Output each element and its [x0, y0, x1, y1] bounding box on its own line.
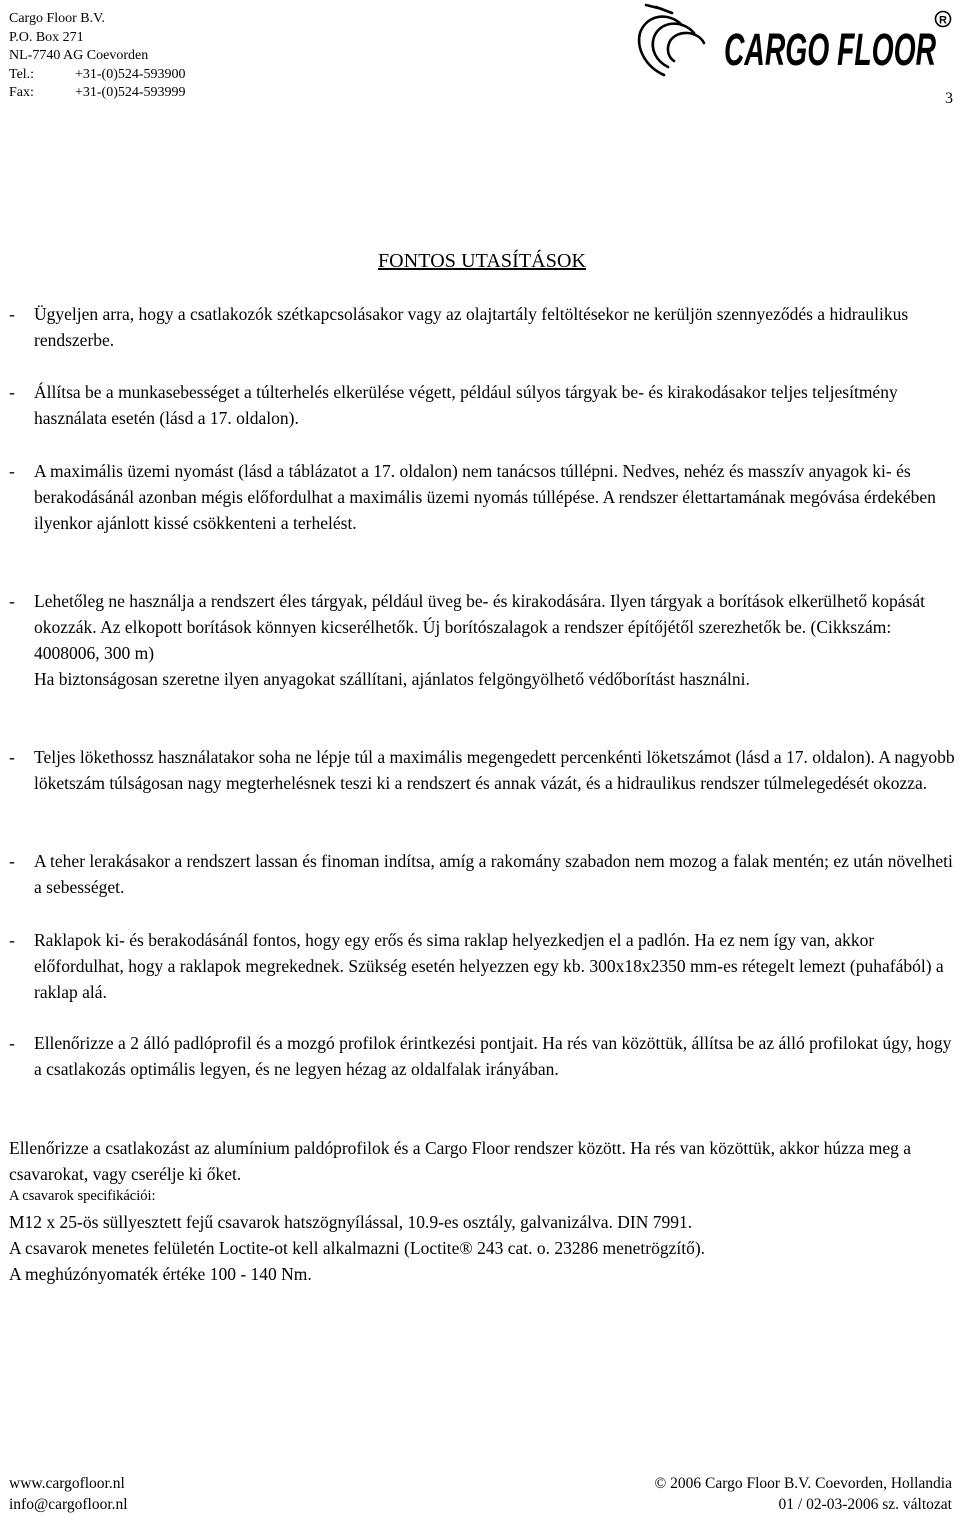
screw-spec-label: A csavarok specifikációi: [9, 1188, 156, 1204]
instruction-item [9, 458, 955, 536]
torque-spec-line: A meghúzónyomaték értéke 100 - 140 Nm. [9, 1264, 312, 1284]
instruction-text: A teher lerakásakor a rendszert lassan és finoman indítsa, amíg a rakomány szabadon nem mozog a falak mentén; ez után növelheti a sebességet. [34, 851, 953, 897]
instruction-text: Állítsa be a munkasebességet a túlterhelés elkerülése végett, például súlyos tárgyak be- és kirakodásakor teljes teljesítmény használata esetén (lásd a 17. oldalon). [34, 382, 898, 428]
company-name: Cargo Floor B.V. [9, 11, 105, 26]
instruction-text: A maximális üzemi nyomást (lásd a táblázatot a 17. oldalon) nem tanácsos túllépni. Nedves, nehéz és masszív anyagok ki- és berakodásánál azonban mégis előfordulhat a maximális üzemi nyomás túllépése. A rendszer élettartamának megóvása érdekében ilyenkor ajánlott kissé csökkenteni a terhelést. [34, 461, 936, 533]
instruction-text: Lehetőleg ne használja a rendszert éles tárgyak, például üveg be- és kirakodására. Ilyen tárgyak a borítások elkerülhető kopását okozzák. Az elkopott borítások könnyen kicserélhetők. Új borítószalagok a rendszer építőjétől szerezhetők be. (Cikkszám: 4008006, 300 m) Ha biztonságosan szeretne ilyen anyagokat szállítani, ajánlatos felgöngyölhető védőborítást használni. [34, 591, 926, 689]
instruction-text: Ügyeljen arra, hogy a csatlakozók szétkapcsolásakor vagy az olajtartály feltöltésekor ne kerüljön szennyeződés a hidraulikus rendszerbe. [34, 304, 909, 350]
page-title: FONTOS UTASÍTÁSOK [377, 250, 587, 272]
closing-paragraph: Ellenőrizze a csatlakozást az alumínium paldóprofilok és a Cargo Floor rendszer között. Ha rés van közöttük, akkor húzza meg a csavarokat, vagy cserélje ki őket. [9, 1138, 912, 1184]
footer-website-link[interactable]: www.cargofloor.nl [9, 1475, 125, 1492]
fax-row [9, 84, 186, 103]
phone-row [9, 66, 186, 85]
cargo-floor-logo [632, 3, 954, 79]
registered-mark-letter: R [939, 14, 947, 27]
fax-label: Fax: [9, 85, 34, 101]
bullet-dash: - [9, 851, 15, 871]
bullet-dash: - [9, 591, 15, 611]
phone-label: Tel.: [9, 66, 35, 82]
page-number: 3 [945, 90, 953, 107]
instruction-text: Raklapok ki- és berakodásánál fontos, hogy egy erős és sima raklap helyezkedjen el a padlón. Ha ez nem így van, akkor előfordulhat, hogy a raklapok megrekednek. Szükség esetén helyezzen egy kb. 300x18x2350 mm-es rétegelt lemezt (puhafából) a raklap alá. [34, 930, 944, 1002]
footer-version: 01 / 02-03-2006 sz. változat [778, 1496, 952, 1513]
bullet-dash: - [9, 1033, 15, 1053]
instruction-item [9, 301, 955, 353]
fax-number: +31-(0)524-593999 [75, 85, 186, 101]
postal-city: NL-7740 AG Coevorden [9, 48, 149, 64]
company-address-block [9, 10, 186, 103]
footer-copyright: © 2006 Cargo Floor B.V. Coevorden, Hollandia [654, 1475, 952, 1492]
loctite-spec-line: A csavarok menetes felületén Loctite-ot kell alkalmazni (Loctite® 243 cat. o. 23286 menetrögzítő). [9, 1238, 706, 1258]
instruction-item [9, 1030, 955, 1082]
instruction-text: Ellenőrizze a 2 álló padlóprofil és a mozgó profilok érintkezési pontjait. Ha rés van közöttük, állítsa be az álló profilokat úgy, hogy a csatlakozás optimális legyen, és ne legyen hézag az oldalfalak irányában. [34, 1033, 952, 1079]
po-box: P.O. Box 271 [9, 29, 84, 45]
bullet-dash: - [9, 461, 15, 481]
screw-spec-line: M12 x 25-ös süllyesztett fejű csavarok hatszögnyílással, 10.9-es osztály, galvanizálva. DIN 7991. [9, 1212, 693, 1232]
instruction-text: Teljes lökethossz használatakor soha ne lépje túl a maximális megengedett percenkénti löketszámot (lásd a 17. oldalon). A nagyobb löketszám túlságosan nagy megterhelésnek teszi ki a rendszert és annak vázát, és a hidraulikus rendszer túlmelegedését okozza. [34, 747, 955, 793]
footer-contact [9, 1473, 128, 1515]
logo-wordmark: CARGO FLOOR [724, 24, 937, 75]
logo-emblem [639, 5, 704, 75]
bullet-dash: - [9, 747, 15, 767]
instruction-item [9, 379, 955, 431]
instruction-item [9, 744, 955, 796]
footer-info [654, 1473, 952, 1515]
bullet-dash: - [9, 304, 15, 324]
phone-number: +31-(0)524-593900 [75, 66, 186, 82]
bullet-dash: - [9, 930, 15, 950]
instruction-item [9, 848, 955, 900]
bullet-dash: - [9, 382, 15, 402]
instruction-item [9, 927, 955, 1005]
footer-email-link[interactable]: info@cargofloor.nl [9, 1496, 128, 1513]
instruction-item [9, 588, 955, 692]
